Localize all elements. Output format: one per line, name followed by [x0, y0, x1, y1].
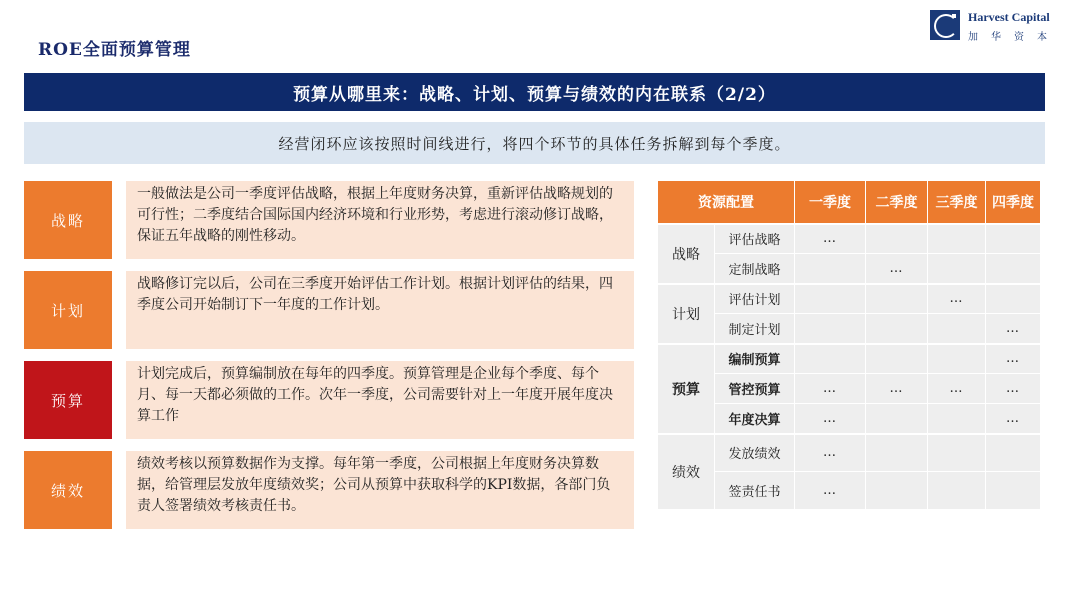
q2-cell — [866, 404, 928, 434]
q2-cell — [866, 284, 928, 314]
page-title: ROE全面预算管理 — [38, 40, 191, 60]
item-cell: 管控预算 — [715, 374, 795, 404]
summary-bar: 经营闭环应该按照时间线进行，将四个环节的具体任务拆解到每个季度。 — [24, 122, 1045, 164]
q4-cell — [986, 472, 1041, 510]
q4-cell — [986, 224, 1041, 254]
header-q4: 四季度 — [986, 181, 1041, 224]
q3-cell — [928, 254, 986, 284]
logo-name-cn: 加华资本 — [968, 32, 1060, 43]
q1-cell: … — [795, 404, 866, 434]
category-cell: 计划 — [658, 284, 715, 344]
row-label: 预算 — [24, 361, 112, 439]
q3-cell — [928, 434, 986, 472]
q3-cell: … — [928, 284, 986, 314]
q1-cell: … — [795, 224, 866, 254]
table-row — [658, 374, 1041, 404]
logo-name-en: Harvest Capital — [968, 10, 1050, 24]
category-cell: 战略 — [658, 224, 715, 284]
q1-cell — [795, 254, 866, 284]
q2-cell — [866, 344, 928, 374]
row-description: 战略修订完以后，公司在三季度开始评估工作计划。根据计划评估的结果，四季度公司开始制订下一年度的工作计划。 — [126, 271, 634, 349]
row-label: 战略 — [24, 181, 112, 259]
logo-mark-icon — [930, 10, 960, 40]
table-row — [658, 404, 1041, 434]
row-label: 绩效 — [24, 451, 112, 529]
item-cell: 签责任书 — [715, 472, 795, 510]
q4-cell: … — [986, 314, 1041, 344]
q3-cell — [928, 314, 986, 344]
section-banner: 预算从哪里来：战略、计划、预算与绩效的内在联系（2/2） — [24, 73, 1045, 111]
q2-cell — [866, 224, 928, 254]
q4-cell: … — [986, 344, 1041, 374]
item-cell: 评估战略 — [715, 224, 795, 254]
table-row — [658, 434, 1041, 472]
q2-cell: … — [866, 374, 928, 404]
q4-cell — [986, 254, 1041, 284]
item-cell: 发放绩效 — [715, 434, 795, 472]
q2-cell — [866, 472, 928, 510]
q1-cell: … — [795, 374, 866, 404]
q1-cell: … — [795, 472, 866, 510]
q2-cell — [866, 434, 928, 472]
q3-cell: … — [928, 374, 986, 404]
row-strategy — [24, 181, 634, 259]
row-plan — [24, 271, 634, 349]
q3-cell — [928, 472, 986, 510]
table-row — [658, 314, 1041, 344]
quarter-allocation-table — [657, 180, 1041, 510]
q1-cell — [795, 314, 866, 344]
item-cell: 年度决算 — [715, 404, 795, 434]
row-performance — [24, 451, 634, 529]
q4-cell — [986, 284, 1041, 314]
row-description: 一般做法是公司一季度评估战略，根据上年度财务决算，重新评估战略规划的可行性；二季度结合国际国内经济环境和行业形势，考虑进行滚动修订战略，保证五年战略的刚性移动。 — [126, 181, 634, 259]
table-row — [658, 344, 1041, 374]
q3-cell — [928, 344, 986, 374]
table-row — [658, 284, 1041, 314]
q1-cell: … — [795, 434, 866, 472]
table-row — [658, 254, 1041, 284]
row-description: 绩效考核以预算数据作为支撑。每年第一季度，公司根据上年度财务决算数据，给管理层发放年度绩效奖；公司从预算中获取科学的KPI数据，各部门负责人签署绩效考核责任书。 — [126, 451, 634, 529]
item-cell: 评估计划 — [715, 284, 795, 314]
item-cell: 制定计划 — [715, 314, 795, 344]
q3-cell — [928, 404, 986, 434]
q4-cell: … — [986, 404, 1041, 434]
category-cell: 预算 — [658, 344, 715, 434]
row-budget — [24, 361, 634, 439]
header-q2: 二季度 — [866, 181, 928, 224]
item-cell: 编制预算 — [715, 344, 795, 374]
company-logo — [930, 10, 1060, 43]
q1-cell — [795, 284, 866, 314]
header-resource: 资源配置 — [658, 181, 795, 224]
row-label: 计划 — [24, 271, 112, 349]
category-cell: 绩效 — [658, 434, 715, 510]
q3-cell — [928, 224, 986, 254]
q2-cell — [866, 314, 928, 344]
q1-cell — [795, 344, 866, 374]
q4-cell — [986, 434, 1041, 472]
table-row — [658, 224, 1041, 254]
header-q1: 一季度 — [795, 181, 866, 224]
q2-cell: … — [866, 254, 928, 284]
header-q3: 三季度 — [928, 181, 986, 224]
q4-cell: … — [986, 374, 1041, 404]
table-row — [658, 472, 1041, 510]
item-cell: 定制战略 — [715, 254, 795, 284]
row-description: 计划完成后，预算编制放在每年的四季度。预算管理是企业每个季度、每个月、每一天都必须做的工作。次年一季度，公司需要针对上一年度开展年度决算工作 — [126, 361, 634, 439]
